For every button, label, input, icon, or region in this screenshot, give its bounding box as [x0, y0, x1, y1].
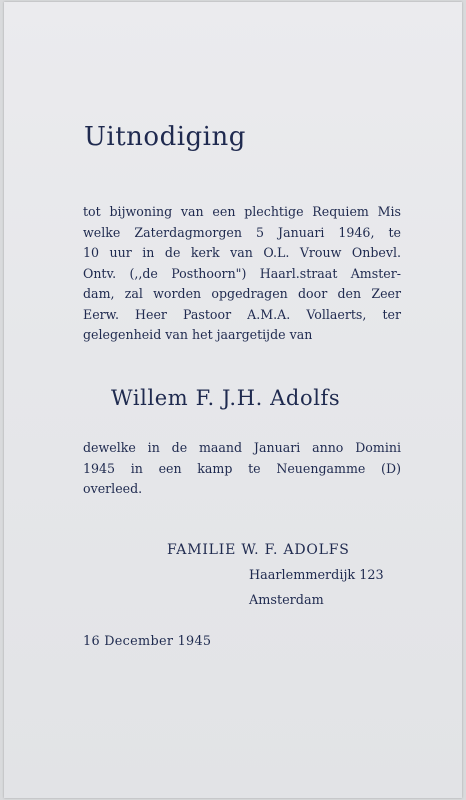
intro-line: gelegenheid van het jaargetijde van — [83, 327, 313, 342]
deceased-name: Willem F. J.H. Adolfs — [111, 386, 341, 410]
invitation-card — [4, 2, 462, 798]
address-city: Amsterdam — [249, 593, 324, 608]
intro-paragraph — [83, 202, 401, 346]
family-signature: FAMILIE W. F. ADOLFS — [167, 542, 350, 558]
intro-line: welke Zaterdagmorgen 5 Januari 1946, te — [83, 224, 401, 240]
invitation-date: 16 December 1945 — [83, 634, 212, 649]
intro-line: 10 uur in de kerk van O.L. Vrouw Onbevl. — [83, 245, 401, 260]
intro-line: Eerw. Heer Pastoor A.M.A. Vollaerts, ter — [83, 306, 401, 322]
death-line: overleed. — [83, 481, 143, 496]
intro-line: Ontv. (,,de Posthoorn") Haarl.straat Amster- — [83, 265, 401, 281]
death-line: 1945 in een kamp te Neuengamme (D) — [83, 460, 401, 476]
death-line: dewelke in de maand Januari anno Domini — [83, 440, 401, 455]
invitation-title: Uitnodiging — [84, 122, 246, 152]
intro-line: tot bijwoning van een plechtige Requiem Mis — [83, 204, 401, 219]
death-paragraph — [83, 438, 401, 500]
intro-line: dam, zal worden opgedragen door den Zeer — [83, 286, 401, 301]
address-street: Haarlemmerdijk 123 — [249, 568, 384, 583]
